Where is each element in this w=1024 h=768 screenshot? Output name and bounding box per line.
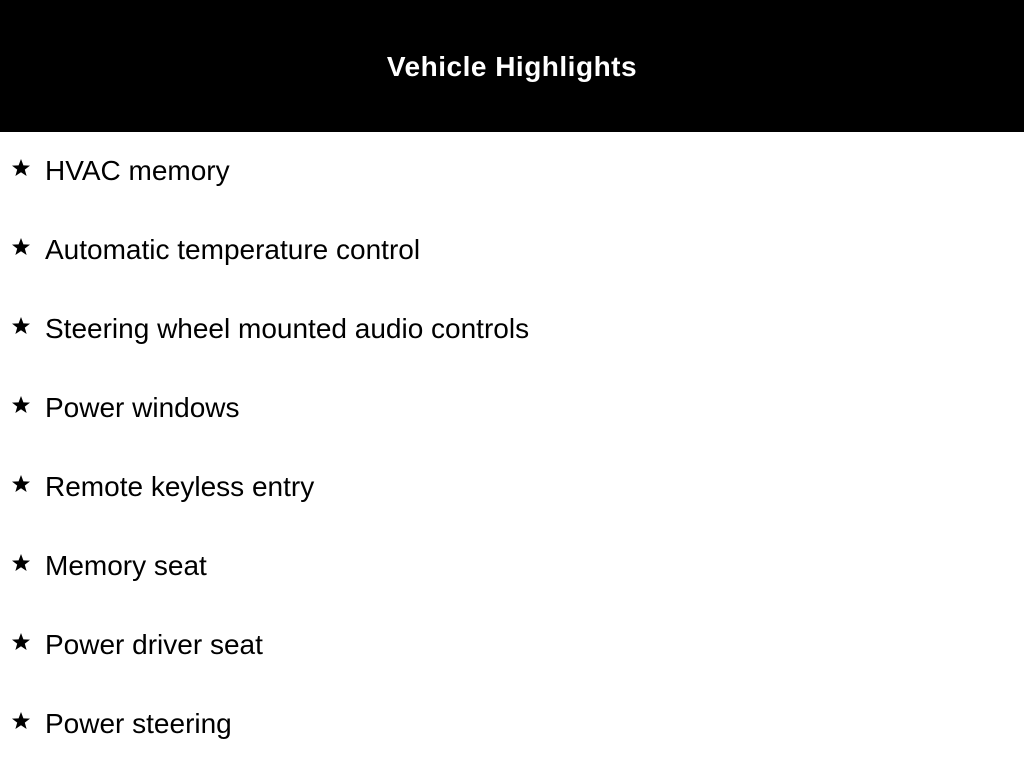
highlight-label: Memory seat [45, 550, 207, 581]
list-item [0, 448, 1024, 527]
list-item [0, 685, 1024, 764]
highlight-label: Remote keyless entry [45, 471, 315, 502]
highlight-label: Power steering [45, 708, 232, 739]
star-icon [11, 632, 31, 652]
list-item [0, 369, 1024, 448]
highlight-label: Steering wheel mounted audio controls [45, 313, 530, 344]
list-item [0, 527, 1024, 606]
page-title: Vehicle Highlights [386, 51, 638, 82]
highlights-list [0, 132, 1024, 764]
list-item [0, 606, 1024, 685]
highlight-label: Power driver seat [45, 629, 263, 660]
star-icon [11, 711, 31, 731]
list-item [0, 290, 1024, 369]
highlight-label: Power windows [45, 392, 240, 423]
highlight-label: HVAC memory [45, 155, 230, 186]
star-icon [11, 474, 31, 494]
star-icon [11, 395, 31, 415]
highlight-label: Automatic temperature control [45, 234, 421, 265]
list-item [0, 132, 1024, 211]
star-icon [11, 158, 31, 178]
header-bar [0, 0, 1024, 132]
star-icon [11, 553, 31, 573]
star-icon [11, 237, 31, 257]
list-item [0, 211, 1024, 290]
star-icon [11, 316, 31, 336]
